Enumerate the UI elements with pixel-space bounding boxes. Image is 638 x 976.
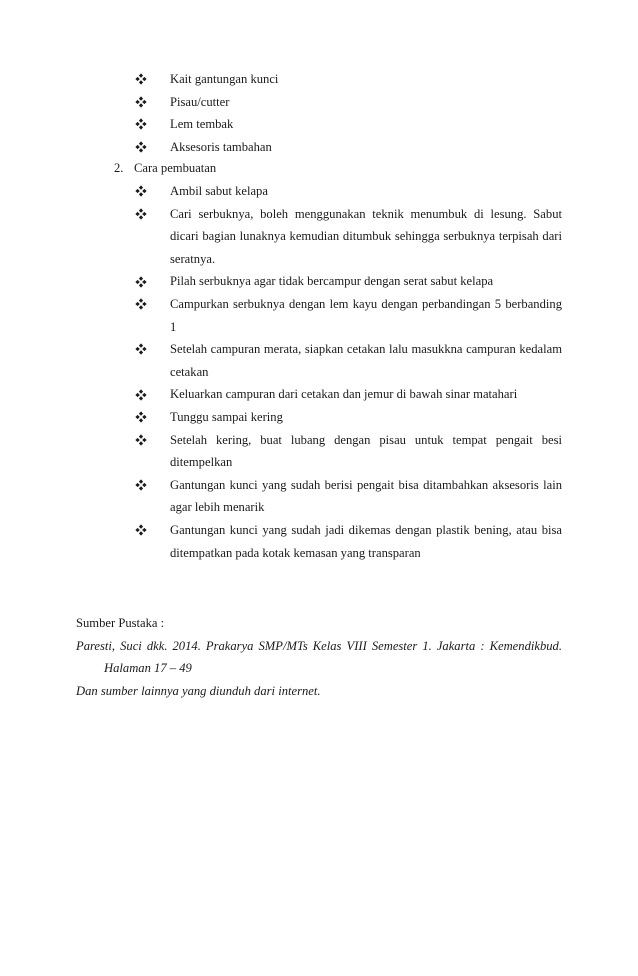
list-item-text: Ambil sabut kelapa [170, 184, 268, 198]
list-item-text: Pilah serbuknya agar tidak bercampur dengan serat sabut kelapa [170, 274, 494, 289]
section-number: 2. [114, 161, 124, 175]
diamond-bullet-icon [134, 383, 148, 406]
list-item [134, 406, 562, 429]
list-item-text: Keluarkan campuran dari cetakan dan jemur di bawah sinar matahari [170, 387, 518, 402]
reference-citation: Paresti, Suci dkk. 2014. Prakarya SMP/MTs Kelas VIII Semester 1. Jakarta : Kemendikbud. [76, 638, 562, 653]
list-item-text: Tunggu sampai kering [170, 409, 283, 424]
diamond-bullet-icon [134, 113, 148, 136]
list-item [134, 519, 562, 564]
steps-list [134, 180, 562, 564]
list-item [134, 68, 562, 91]
list-item [134, 136, 562, 159]
list-item-text: Cari serbuknya, boleh menggunakan teknik menumbuk di lesung. Sabut dicari bagian lunaknya kemudian ditumbuk sehingga serbuknya terpisah dari seratnya. [170, 206, 562, 266]
diamond-bullet-icon [134, 338, 148, 361]
references-heading: Sumber Pustaka : [76, 616, 165, 630]
diamond-bullet-icon [134, 406, 148, 429]
list-item [134, 203, 562, 271]
list-item [134, 474, 562, 519]
diamond-bullet-icon [134, 519, 148, 542]
diamond-bullet-icon [134, 91, 148, 114]
diamond-bullet-icon [134, 270, 148, 293]
list-item [134, 91, 562, 114]
reference-pages: Halaman 17 – 49 [104, 661, 192, 676]
list-item-text: Aksesoris tambahan [170, 139, 272, 154]
diamond-bullet-icon [134, 293, 148, 316]
list-item [134, 293, 562, 338]
list-item-text: Campurkan serbuknya dengan lem kayu dengan perbandingan 5 berbanding 1 [170, 296, 562, 334]
section-title: Cara pembuatan [134, 161, 217, 175]
diamond-bullet-icon [134, 136, 148, 159]
references-section [76, 612, 562, 702]
list-item [134, 429, 562, 474]
diamond-bullet-icon [134, 429, 148, 452]
list-item [134, 383, 562, 406]
list-item-text: Kait gantungan kunci [170, 72, 279, 86]
diamond-bullet-icon [134, 474, 148, 497]
reference-entry [76, 635, 562, 680]
diamond-bullet-icon [134, 180, 148, 203]
list-item [134, 113, 562, 136]
list-item-text: Setelah kering, buat lubang dengan pisau untuk tempat pengait besi ditempelkan [170, 432, 562, 470]
list-item [134, 270, 562, 293]
tools-list [134, 68, 562, 158]
list-item-text: Gantungan kunci yang sudah berisi pengait bisa ditambahkan aksesoris lain agar lebih menarik [170, 477, 562, 515]
list-item-text: Setelah campuran merata, siapkan cetakan lalu masukkna campuran kedalam cetakan [170, 342, 562, 379]
section-heading [114, 157, 216, 180]
list-item-text: Lem tembak [170, 117, 234, 132]
reference-other-sources: Dan sumber lainnya yang diunduh dari internet. [76, 683, 321, 698]
diamond-bullet-icon [134, 203, 148, 226]
list-item-text: Pisau/cutter [170, 94, 230, 109]
list-item-text: Gantungan kunci yang sudah jadi dikemas dengan plastik bening, atau bisa ditempatkan pada kotak kemasan yang transparan [170, 522, 562, 560]
list-item [134, 180, 562, 203]
list-item [134, 338, 562, 383]
diamond-bullet-icon [134, 68, 148, 91]
